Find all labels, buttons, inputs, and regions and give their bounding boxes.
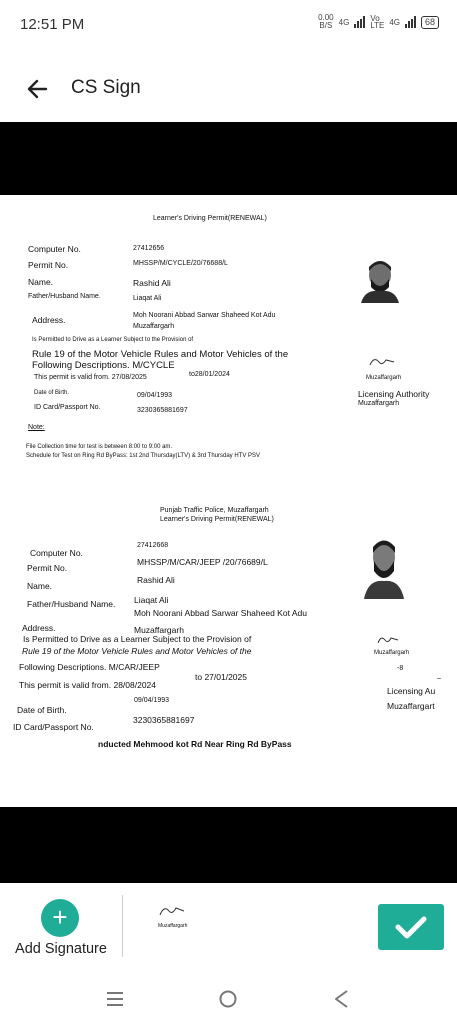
add-signature-button[interactable] — [0, 899, 122, 969]
permit2-authority-city: Muzaffargart — [387, 701, 435, 711]
confirm-button[interactable] — [378, 904, 444, 950]
permit2-heading2: Learner's Driving Permit(RENEWAL) — [160, 516, 274, 523]
permit2-permit-no: MHSSP/M/CAR/JEEP /20/76689/L — [137, 557, 268, 567]
permit1-id-label: ID Card/Passport No. — [34, 404, 101, 411]
status-icons — [318, 14, 439, 30]
network-label-2: 4G — [389, 17, 400, 27]
permit1-photo — [359, 257, 401, 303]
checkmark-icon — [378, 904, 444, 950]
permit2-conducted: nducted Mehmood kot Rd Near Ring Rd ByPass — [98, 739, 292, 749]
bottom-action-bar — [0, 883, 457, 973]
permit2-stamp-mark: -8 — [397, 665, 404, 672]
permit2-valid-from: This permit is valid from. 28/08/2024 — [19, 680, 157, 690]
permit2-father: Liaqat Ali — [134, 595, 169, 605]
bottom-black-band — [0, 807, 457, 883]
permit2-rule-line1: Rule 19 of the Motor Vehicle Rules and Motor Vehicles of the — [22, 646, 252, 656]
permit1-stamp-text: Muzaffargarh — [366, 375, 402, 381]
battery-icon: 68 — [421, 16, 439, 29]
permit1-permit-no: MHSSP/M/CYCLE/20/76688/L — [133, 260, 228, 267]
document-preview[interactable] — [0, 195, 457, 807]
net-speed: 0.00 B/S — [318, 13, 334, 30]
status-bar — [0, 0, 457, 50]
permit2-valid-to: to 27/01/2025 — [195, 672, 247, 682]
permit1-valid-from: This permit is valid from. 27/08/2025 — [34, 374, 147, 381]
permit2-permitted-line: Is Permitted to Drive as a Learner Subject to the Provision of — [23, 634, 252, 644]
permit2-rule-line2: Following Descriptions. M/CAR/JEEP — [19, 662, 160, 672]
signal-icon — [354, 16, 365, 28]
menu-icon[interactable] — [102, 987, 128, 1011]
permit2-address-line2: Muzaffargarh — [134, 625, 184, 635]
permit1-permit-no-label: Permit No. — [28, 260, 69, 270]
permit2-father-label: Father/Husband Name. — [27, 599, 116, 609]
permit1-note-label: Note: — [28, 424, 45, 431]
permit2-signature-mark — [376, 633, 400, 645]
permit2-address-line1: Moh Noorani Abbad Sarwar Shaheed Kot Adu — [134, 608, 307, 618]
signature-thumbnail-text: Muzaffargarh — [158, 923, 188, 929]
back-arrow-icon[interactable] — [22, 74, 52, 104]
permit1-rule-line2: Following Descriptions. M/CYCLE — [32, 360, 175, 371]
permit2-id-label: ID Card/Passport No. — [13, 722, 94, 732]
divider — [122, 895, 123, 957]
permit1-name: Rashid Ali — [133, 278, 171, 288]
permit1-address-line2: Muzaffargarh — [133, 323, 175, 330]
top-black-band — [0, 122, 457, 195]
permit2-stamp-text: Muzaffargarh — [374, 650, 410, 656]
permit1-note-line2: Schedule for Test on Ring Rd ByPass: 1st 2nd Thursday(LTV) & 3rd Thursday HTV PSV — [26, 453, 260, 459]
permit1-name-label: Name. — [28, 277, 54, 287]
permit1-note-line1: File Collection time for test is between 8:00 to 9:00 am. — [26, 444, 173, 450]
permit1-computer-no: 27412656 — [133, 245, 165, 252]
permit2-photo — [364, 535, 404, 599]
permit1-id: 3230365881697 — [137, 407, 188, 414]
permit2-computer-no-label: Computer No. — [30, 548, 83, 558]
network-label-1: 4G — [338, 17, 350, 27]
permit1-father: Liaqat Ali — [133, 295, 162, 302]
permit2-dob: 09/04/1993 — [134, 697, 170, 704]
permit1-father-label: Father/Husband Name. — [28, 293, 101, 300]
permit2-heading1: Punjab Traffic Police, Muzaffargarh — [160, 507, 269, 514]
back-triangle-icon[interactable] — [329, 987, 355, 1011]
permit2-stamp-dash: – — [437, 675, 441, 682]
status-time: 12:51 PM — [20, 16, 85, 33]
permit1-signature-mark — [368, 355, 396, 369]
permit1-heading: Learner's Driving Permit(RENEWAL) — [153, 215, 267, 222]
home-icon[interactable] — [215, 987, 241, 1011]
page-title: CS Sign — [71, 77, 141, 98]
permit2-id: 3230365881697 — [133, 715, 195, 725]
signature-thumbnail[interactable] — [150, 903, 190, 933]
permit1-authority-city: Muzaffargarh — [358, 400, 400, 407]
permit1-valid-to: to28/01/2024 — [189, 371, 230, 378]
permit2-dob-label: Date of Birth. — [17, 705, 67, 715]
signal-icon-2 — [405, 16, 416, 28]
permit1-computer-no-label: Computer No. — [28, 244, 81, 254]
permit1-authority: Licensing Authority — [358, 389, 430, 399]
permit1-dob-label: Date of Birth. — [34, 390, 70, 396]
permit2-permit-no-label: Permit No. — [27, 563, 68, 573]
permit1-address-line1: Moh Noorani Abbad Sarwar Shaheed Kot Adu — [133, 312, 276, 319]
permit1-rule-line1: Rule 19 of the Motor Vehicle Rules and Motor Vehicles of the — [32, 349, 289, 360]
plus-icon[interactable]: + — [41, 899, 79, 937]
permit2-name-label: Name. — [27, 581, 53, 591]
volte-label: Vo LTE — [370, 14, 385, 30]
permit2-authority: Licensing Au — [387, 686, 436, 696]
permit1-dob: 09/04/1993 — [137, 392, 173, 399]
app-bar — [0, 60, 457, 116]
permit2-address-label: Address. — [22, 623, 56, 633]
permit2-name: Rashid Ali — [137, 575, 175, 585]
permit1-permitted-line: Is Permitted to Drive as a Learner Subject to the Provision of — [32, 337, 194, 343]
add-signature-label: Add Signature — [15, 941, 107, 957]
permit2-computer-no: 27412668 — [137, 542, 169, 549]
permit1-address-label: Address. — [32, 315, 66, 325]
system-nav-bar — [0, 975, 457, 1024]
